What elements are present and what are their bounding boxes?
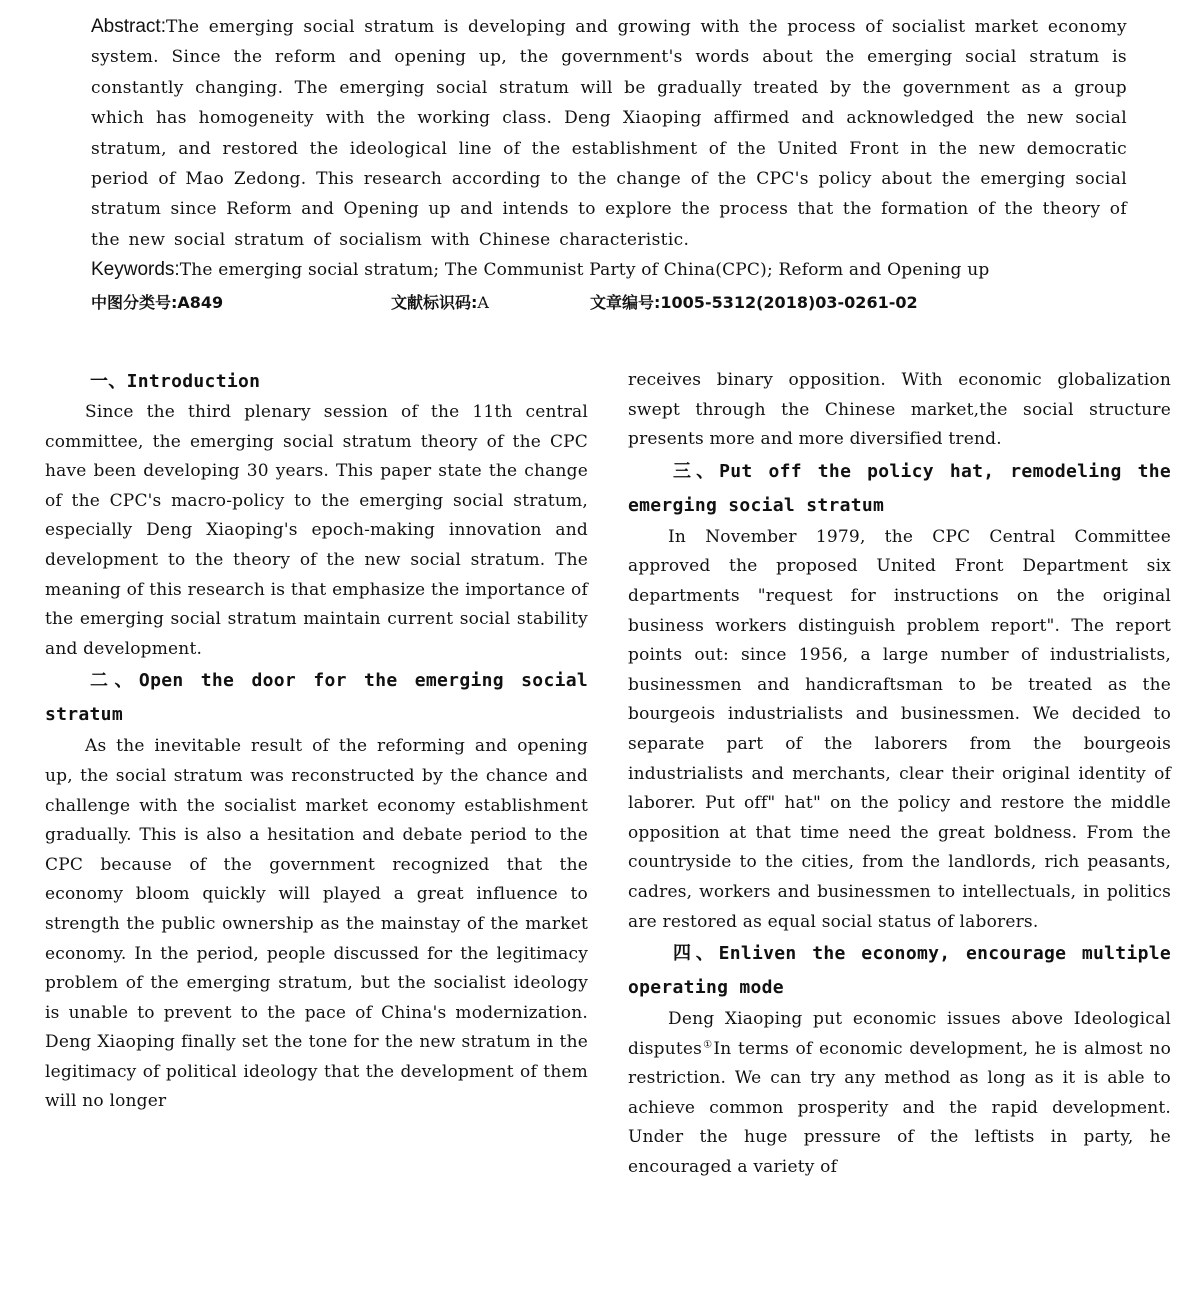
open-the-door-paragraph-continued: receives binary opposition. With economic globalization swept through the Chinese market,the social structure presents more and more diversified trend. [628, 370, 1171, 450]
section-heading-put-off-policy-hat: 三、Put off the policy hat, remodeling the emerging social stratum [628, 460, 1171, 516]
section-heading-introduction: 一、Introduction [90, 371, 261, 392]
enliven-economy-text-end: In terms of economic development, he is almost no restriction. We can try any method as long as it is able to achieve common prosperity and the rapid development. Under the huge pressure of the leftists in party, he encouraged a variety of [628, 1038, 1172, 1178]
keywords-label: Keywords: [91, 259, 180, 281]
abstract-text: The emerging social stratum is developing and growing with the process of socialist market economy system. Since the reform and opening up, the government's words about the emerging social stratum is constantly changing. The emerging social stratum will be gradually treated by the government as a group which has homogeneity with the working class. Deng Xiaoping affirmed and acknowledged the new social stratum, and restored the ideological line of the establishment of the United Front in the new democratic period of Mao Zedong. This research according to the change of the CPC's policy about the emerging social stratum since Reform and Opening up and intends to explore the process that the formation of the theory of the new social stratum of socialism with Chinese characteristic. [91, 17, 1127, 250]
classification-row [91, 290, 1127, 314]
document-code [391, 290, 489, 313]
keywords-paragraph [91, 255, 1127, 285]
clc-number [91, 290, 223, 313]
left-column [45, 366, 588, 1117]
section-heading-open-the-door: 二、Open the door for the emerging social stratum [45, 670, 588, 726]
abstract-label: Abstract: [91, 16, 166, 37]
abstract-block [91, 12, 1127, 285]
open-the-door-paragraph: As the inevitable result of the reforming and opening up, the social stratum was reconstructed by the chance and challenge with the socialist market economy establishment gradually. This is also a hesitation and debate period to the CPC because of the government recognized that the economy bloom quickly will played a great influence to strength the public ownership as the mainstay of the market economy. In the period, people discussed for the legitimacy problem of the emerging stratum, but the socialist ideology is unable to prevent to the pace of China's modernization. Deng Xiaoping finally set the tone for the new stratum in the legitimacy of political ideology that the development of them will no longer [45, 736, 588, 1112]
keywords-text: The emerging social stratum; The Communist Party of China(CPC); Reform and Opening up [179, 260, 990, 281]
article-number-label: 文章编号: [590, 293, 661, 312]
footnote-marker: ① [702, 1039, 714, 1051]
clc-value: A849 [177, 293, 224, 312]
document-code-label: 文献标识码: [391, 293, 478, 312]
clc-label: 中图分类号: [91, 293, 178, 312]
article-number-value: 1005-5312(2018)03-0261-02 [660, 293, 918, 312]
article-number [590, 290, 918, 313]
abstract-paragraph [91, 12, 1127, 255]
introduction-paragraph: Since the third plenary session of the 11th central committee, the emerging social stratum theory of the CPC have been developing 30 years. This paper state the change of the CPC's macro-policy to the emerging social stratum, especially Deng Xiaoping's epoch-making innovation and development to the theory of the new social stratum. The meaning of this research is that emphasize the importance of the emerging social stratum maintain current social stability and development. [45, 402, 588, 659]
enliven-economy-paragraph [628, 1005, 1171, 1183]
right-column [628, 366, 1171, 1183]
put-off-policy-hat-paragraph: In November 1979, the CPC Central Committee approved the proposed United Front Department six departments "request for instructions on the original business workers distinguish problem report". The report points out: since 1956, a large number of industrialists, businessmen and handicraftsman to be treated as the bourgeois industrialists and businessmen. We decided to separate part of the laborers from the bourgeois industrialists and merchants, clear their original identity of laborer. Put off" hat" on the policy and restore the middle opposition at that time need the great boldness. From the countryside to the cities, from the landlords, rich peasants, cadres, workers and businessmen to intellectuals, in politics are restored as equal social status of laborers. [628, 526, 1171, 932]
section-heading-enliven-economy: 四、Enliven the economy, encourage multiple operating mode [628, 943, 1171, 999]
enliven-economy-text-start: Deng Xiaoping put economic issues above Ideological disputes [628, 1009, 1171, 1059]
document-code-value: A [477, 293, 489, 312]
